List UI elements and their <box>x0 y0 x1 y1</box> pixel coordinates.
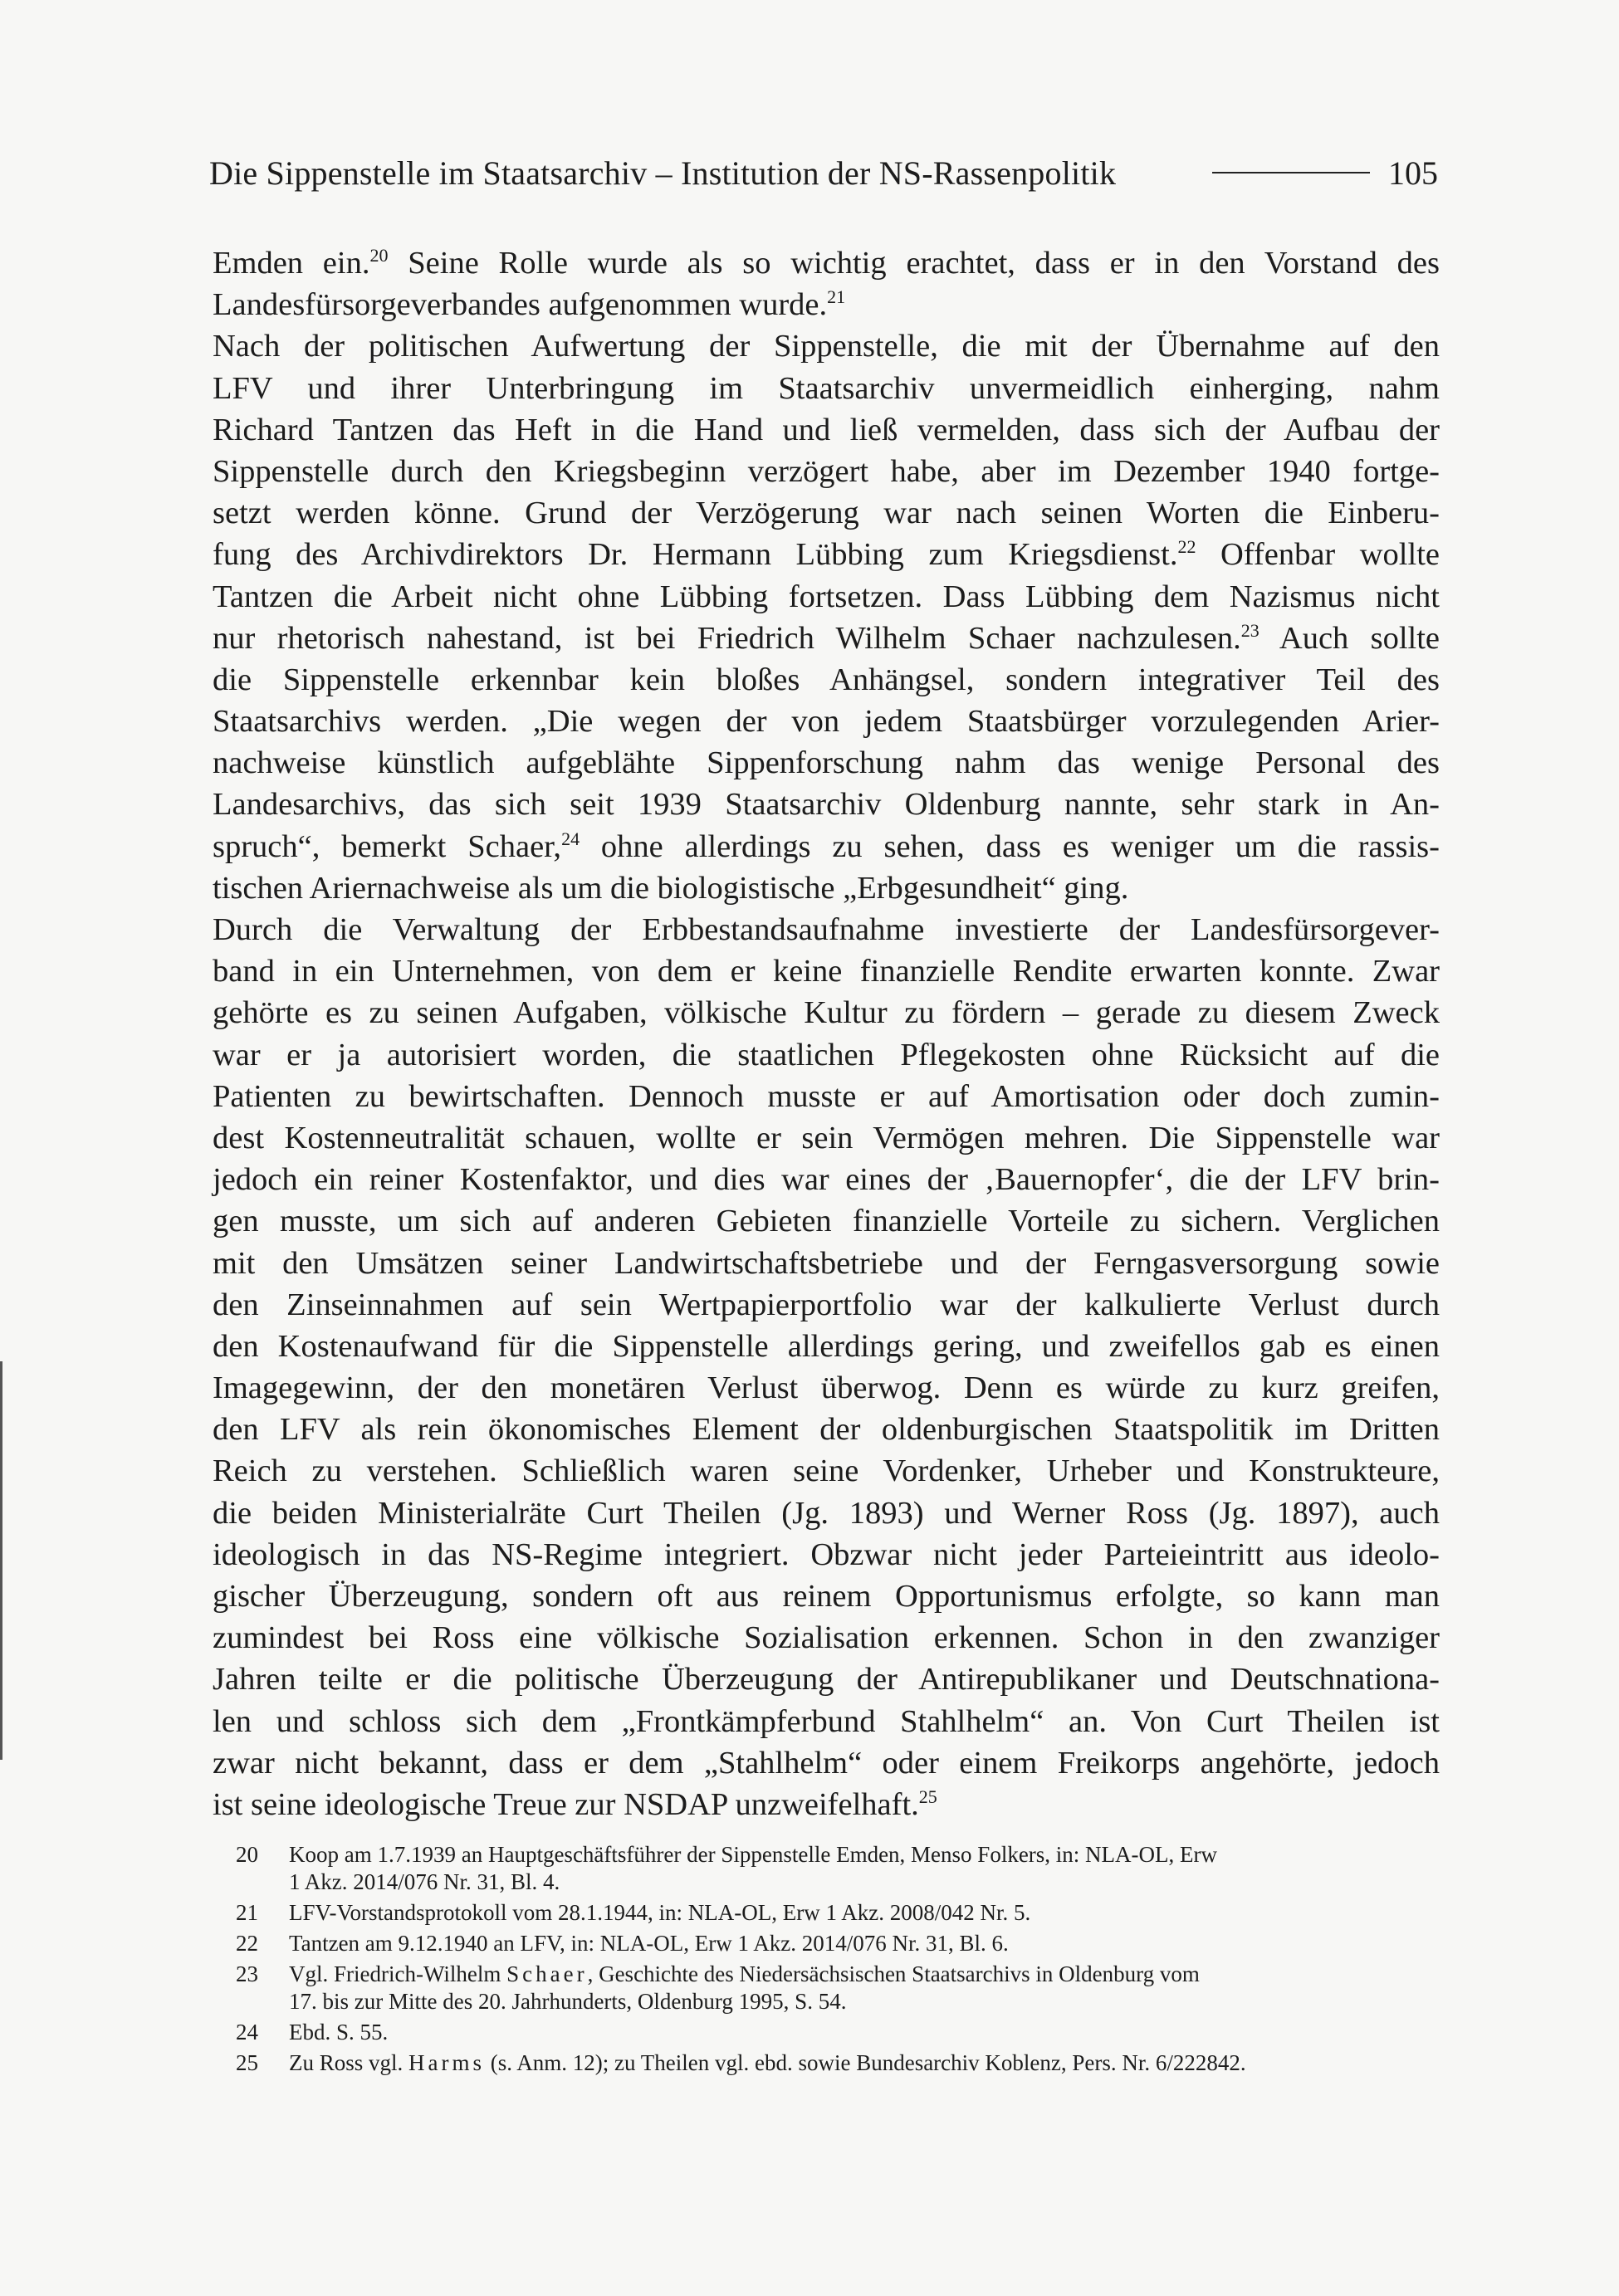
footnote <box>236 2019 1456 2046</box>
footnote-line <box>289 1961 1456 1988</box>
footnote-line <box>289 2049 1456 2077</box>
footnote-text <box>289 1930 1456 1957</box>
footnote-number: 20 <box>236 1842 258 1867</box>
text-line <box>213 325 1440 367</box>
text-line-content: Richard Tantzen das Heft in die Hand und ließ vermelden, dass sich der Aufbau der <box>213 412 1440 447</box>
text-line-content: len und schloss sich dem „Frontkämpferbund Stahlhelm“ an. Von Curt Theilen ist <box>213 1703 1440 1739</box>
text-line <box>213 992 1440 1033</box>
text-line-continuation: ohne allerdings zu sehen, dass es weniger um die rassis- <box>580 828 1440 864</box>
text-line <box>213 492 1440 534</box>
text-line-content: den LFV als rein ökonomisches Element der oldenburgischen Staatspolitik im Dritten <box>213 1412 1440 1448</box>
text-line <box>213 1200 1440 1242</box>
text-line <box>213 1701 1440 1742</box>
text-line-content: fung des Archivdirektors Dr. Hermann Lübbing zum Kriegsdienst. <box>213 537 1178 573</box>
footnote-number: 24 <box>236 2020 258 2044</box>
text-line-content: Staatsarchivs werden. „Die wegen der von jedem Staatsbürger vorzulegenden Arier- <box>213 704 1440 740</box>
text-line <box>213 1117 1440 1159</box>
running-header <box>209 148 1438 198</box>
footnote-reference: 20 <box>369 245 389 266</box>
text-line-content: Sippenstelle durch den Kriegsbeginn verzögert habe, aber im Dezember 1940 fortge- <box>213 453 1440 489</box>
footnote-line: Tantzen am 9.12.1940 an LFV, in: NLA-OL, Erw 1 Akz. 2014/076 Nr. 31, Bl. 6. <box>289 1931 1009 1956</box>
text-line <box>213 1534 1440 1575</box>
footnote-line: 1 Akz. 2014/076 Nr. 31, Bl. 4. <box>289 1869 560 1894</box>
text-line <box>213 1284 1440 1326</box>
scan-edge-shadow <box>0 1361 2 1760</box>
text-line-content: die beiden Ministerialräte Curt Theilen (Jg. 1893) und Werner Ross (Jg. 1897), auch <box>213 1495 1440 1531</box>
text-line <box>213 1784 1440 1825</box>
footnote-text <box>289 2019 1456 2046</box>
text-line-content: den Zinseinnahmen auf sein Wertpapierportfolio war der kalkulierte Verlust durch <box>213 1287 1440 1322</box>
text-line <box>213 409 1440 451</box>
footnotes <box>236 1841 1456 2080</box>
text-line-continuation: Offenbar wollte <box>1196 537 1440 573</box>
text-line-content: ist seine ideologische Treue zur NSDAP unzweifelhaft. <box>213 1786 919 1822</box>
text-line-content: die Sippenstelle erkennbar kein bloßes Anhängsel, sondern integrativer Teil des <box>213 662 1440 697</box>
text-line-content: den Kostenaufwand für die Sippenstelle allerdings gering, und zweifellos gab es einen <box>213 1328 1440 1364</box>
header-rule <box>1212 172 1370 173</box>
main-text <box>213 242 1440 1825</box>
text-line <box>213 618 1440 659</box>
footnote <box>236 1899 1456 1927</box>
footnote-line: 17. bis zur Mitte des 20. Jahrhunderts, Oldenburg 1995, S. 54. <box>289 1989 847 2014</box>
text-line <box>213 784 1440 825</box>
text-line <box>213 1243 1440 1284</box>
text-line-content: Tantzen die Arbeit nicht ohne Lübbing fortsetzen. Dass Lübbing dem Nazismus nicht <box>213 579 1440 614</box>
text-line-content: nachweise künstlich aufgeblähte Sippenforschung nahm das wenige Personal des <box>213 745 1440 781</box>
footnote <box>236 2049 1456 2077</box>
text-line-content: Durch die Verwaltung der Erbbestandsaufnahme investierte der Landesfürsorgever- <box>213 912 1440 947</box>
footnote-text <box>289 1961 1456 2015</box>
text-line-content: Patienten zu bewirtschaften. Dennoch musste er auf Amortisation oder doch zumin- <box>213 1078 1440 1114</box>
footnote-line-text: Zu Ross vgl. <box>289 2050 409 2075</box>
footnote <box>236 1961 1456 2015</box>
text-line <box>213 1617 1440 1658</box>
text-line <box>213 1409 1440 1450</box>
text-line <box>213 242 1440 284</box>
footnote-line: Ebd. S. 55. <box>289 2020 389 2044</box>
text-line <box>213 659 1440 701</box>
text-line-continuation: Seine Rolle wurde als so wichtig erachtet, dass er in den Vorstand des <box>388 246 1440 281</box>
footnote-reference: 21 <box>827 286 846 308</box>
text-line <box>213 1076 1440 1117</box>
text-line <box>213 1367 1440 1409</box>
text-line <box>213 826 1440 867</box>
footnote-number: 25 <box>236 2050 258 2075</box>
footnote-number: 22 <box>236 1931 258 1956</box>
footnote-text <box>289 1899 1456 1927</box>
footnote-text <box>289 1841 1456 1896</box>
running-header-title: Die Sippenstelle im Staatsarchiv – Institution der NS-Rassenpolitik <box>209 154 1117 192</box>
footnote-number: 23 <box>236 1961 258 1986</box>
text-line <box>213 1492 1440 1534</box>
text-line-content: gen musste, um sich auf anderen Gebieten finanzielle Vorteile zu sichern. Verglichen <box>213 1204 1440 1239</box>
text-line <box>213 701 1440 742</box>
text-line <box>213 1575 1440 1617</box>
text-line <box>213 576 1440 618</box>
text-line-content: zumindest bei Ross eine völkische Sozialisation erkennen. Schon in den zwanziger <box>213 1620 1440 1656</box>
text-line <box>213 1658 1440 1700</box>
text-line <box>213 950 1440 992</box>
page-number: 105 <box>1388 154 1438 192</box>
text-line-content: Landesarchivs, das sich seit 1939 Staatsarchiv Oldenburg nannte, sehr stark in An- <box>213 787 1440 823</box>
footnote-reference: 23 <box>1240 619 1259 641</box>
text-line-content: band in ein Unternehmen, von dem er keine finanzielle Rendite erwarten konnte. Zwar <box>213 954 1440 989</box>
text-line-content: jedoch ein reiner Kostenfaktor, und dies war eines der ‚Bauernopfer‘, die der LFV brin- <box>213 1162 1440 1198</box>
footnote-line-text: (s. Anm. 12); zu Theilen vgl. ebd. sowie Bundesarchiv Koblenz, Pers. Nr. 6/222842. <box>485 2050 1246 2075</box>
footnote-line: LFV-Vorstandsprotokoll vom 28.1.1944, in: NLA-OL, Erw 1 Akz. 2008/042 Nr. 5. <box>289 1900 1031 1925</box>
text-line-content: ideologisch in das NS-Regime integriert. Obzwar nicht jeder Parteieintritt aus ideolo- <box>213 1536 1440 1572</box>
text-line-content: gehörte es zu seinen Aufgaben, völkische Kultur zu fördern – gerade zu diesem Zweck <box>213 995 1440 1031</box>
text-line-content: war er ja autorisiert worden, die staatlichen Pflegekosten ohne Rücksicht auf die <box>213 1037 1440 1072</box>
text-line-content: Imagegewinn, der den monetären Verlust überwog. Denn es würde zu kurz greifen, <box>213 1370 1440 1406</box>
footnote-number: 21 <box>236 1900 258 1925</box>
text-line-content: tischen Ariernachweise als um die biologistische „Erbgesundheit“ ging. <box>213 870 1129 906</box>
text-line-content: zwar nicht bekannt, dass er dem „Stahlhelm“ oder einem Freikorps angehörte, jedoch <box>213 1745 1440 1781</box>
text-line <box>213 284 1440 325</box>
text-line-content: Reich zu verstehen. Schließlich waren seine Vordenker, Urheber und Konstrukteure, <box>213 1453 1440 1489</box>
text-line-content: mit den Umsätzen seiner Landwirtschaftsbetriebe und der Ferngasversorgung sowie <box>213 1245 1440 1281</box>
text-line <box>213 1742 1440 1784</box>
text-line <box>213 368 1440 409</box>
text-line <box>213 451 1440 492</box>
text-line-content: Nach der politischen Aufwertung der Sippenstelle, die mit der Übernahme auf den <box>213 329 1440 364</box>
footnote-reference: 22 <box>1177 536 1196 558</box>
text-line <box>213 1326 1440 1367</box>
footnote-line-text: Vgl. Friedrich-Wilhelm <box>289 1961 507 1986</box>
author-name: Schaer <box>506 1961 588 1986</box>
text-line-content: spruch“, bemerkt Schaer, <box>213 828 562 864</box>
footnote-reference: 25 <box>918 1786 937 1808</box>
footnote-text <box>289 2049 1456 2077</box>
text-line-content: Jahren teilte er die politische Überzeugung der Antirepublikaner und Deutschnationa- <box>213 1662 1440 1698</box>
text-line-content: Emden ein. <box>213 246 370 281</box>
text-line-content: Landesfürsorgeverbandes aufgenommen wurde. <box>213 287 828 323</box>
text-line <box>213 867 1440 909</box>
text-line <box>213 1450 1440 1492</box>
text-line <box>213 534 1440 575</box>
footnote-reference: 24 <box>561 828 580 849</box>
text-line <box>213 1034 1440 1076</box>
footnote <box>236 1841 1456 1896</box>
text-line <box>213 909 1440 950</box>
footnote-line-text: , Geschichte des Niedersächsischen Staatsarchivs in Oldenburg vom <box>587 1961 1200 1986</box>
text-line-content: nur rhetorisch nahestand, ist bei Friedrich Wilhelm Schaer nachzulesen. <box>213 620 1241 656</box>
footnote-line: Koop am 1.7.1939 an Hauptgeschäftsführer der Sippenstelle Emden, Menso Folkers, in: NLA-OL, Erw <box>289 1842 1218 1867</box>
text-line-content: gischer Überzeugung, sondern oft aus reinem Opportunismus erfolgte, so kann man <box>213 1579 1440 1614</box>
text-line-content: dest Kostenneutralität schauen, wollte er sein Vermögen mehren. Die Sippenstelle war <box>213 1120 1440 1155</box>
text-line-content: LFV und ihrer Unterbringung im Staatsarchiv unvermeidlich einherging, nahm <box>213 370 1440 406</box>
footnote <box>236 1930 1456 1957</box>
text-line-content: setzt werden könne. Grund der Verzögerung war nach seinen Worten die Einberu- <box>213 496 1440 531</box>
author-name: Harms <box>408 2050 486 2075</box>
text-line <box>213 742 1440 784</box>
text-line-continuation: Auch sollte <box>1259 620 1440 656</box>
text-line <box>213 1159 1440 1200</box>
